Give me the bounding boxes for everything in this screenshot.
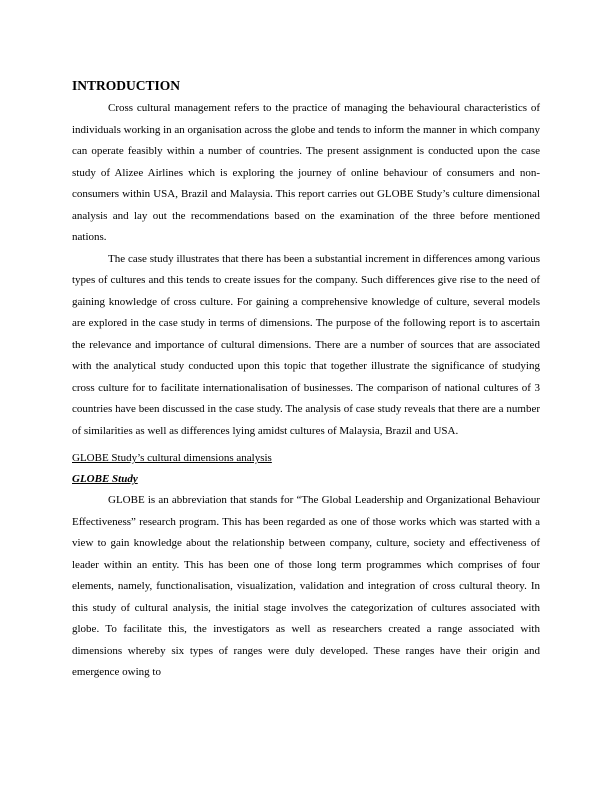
document-page xyxy=(72,76,540,684)
intro-paragraph-2: The case study illustrates that there has been a substantial increment in differences among various types of cultures and this tends to create issues for the company. Such differences give rise to the need of gaining knowledge of cross culture. For gaining a comprehensive knowledge of culture, several models are explored in the case study in terms of dimensions. The purpose of the following report is to ascertain the relevance and importance of cultural dimensions. There are a number of sources that are associated with the analytical study conducted upon this topic that together illustrate the significance of studying cross culture for to facilitate internationalisation of businesses. The comparison of national cultures of 3 countries have been discussed in the case study. The analysis of case study reveals that there are a number of similarities as well as differences lying amidst cultures of Malaysia, Brazil and USA. xyxy=(72,252,540,437)
intro-paragraph-1: Cross cultural management refers to the practice of managing the behavioural characteristics of individuals working in an organisation across the globe and tends to inform the manner in which company can operate feasibly within a number of countries. The present assignment is conducted upon the case study of Alizee Airlines which is exploring the journey of online behaviour of consumers and non-consumers within USA, Brazil and Malaysia. This report carries out GLOBE Study’s culture dimensional analysis and lay out the recommendations based on the examination of the three before mentioned nations. xyxy=(72,102,540,243)
globe-study-subsection-title: GLOBE Study xyxy=(72,473,138,485)
globe-analysis-section-title: GLOBE Study’s cultural dimensions analysis xyxy=(72,452,272,464)
globe-study-paragraph: GLOBE is an abbreviation that stands for “The Global Leadership and Organizational Behaviour Effectiveness” research program. This has been regarded as one of those works which was started with a view to gain knowledge about the relationship between company, culture, society and effectiveness of leader within an entity. This has been one of those long term programmes which comprises of four elements, namely, functionalisation, visualization, validation and integration of cross cultural theory. In this study of cultural analysis, the initial stage involves the categorization of cultures associated with globe. To facilitate this, the investigators as well as researchers created a range associated with dimensions whereby six types of ranges were duly developed. These ranges have their origin and emergence owing to xyxy=(72,494,540,678)
introduction-heading: INTRODUCTION xyxy=(72,78,181,93)
